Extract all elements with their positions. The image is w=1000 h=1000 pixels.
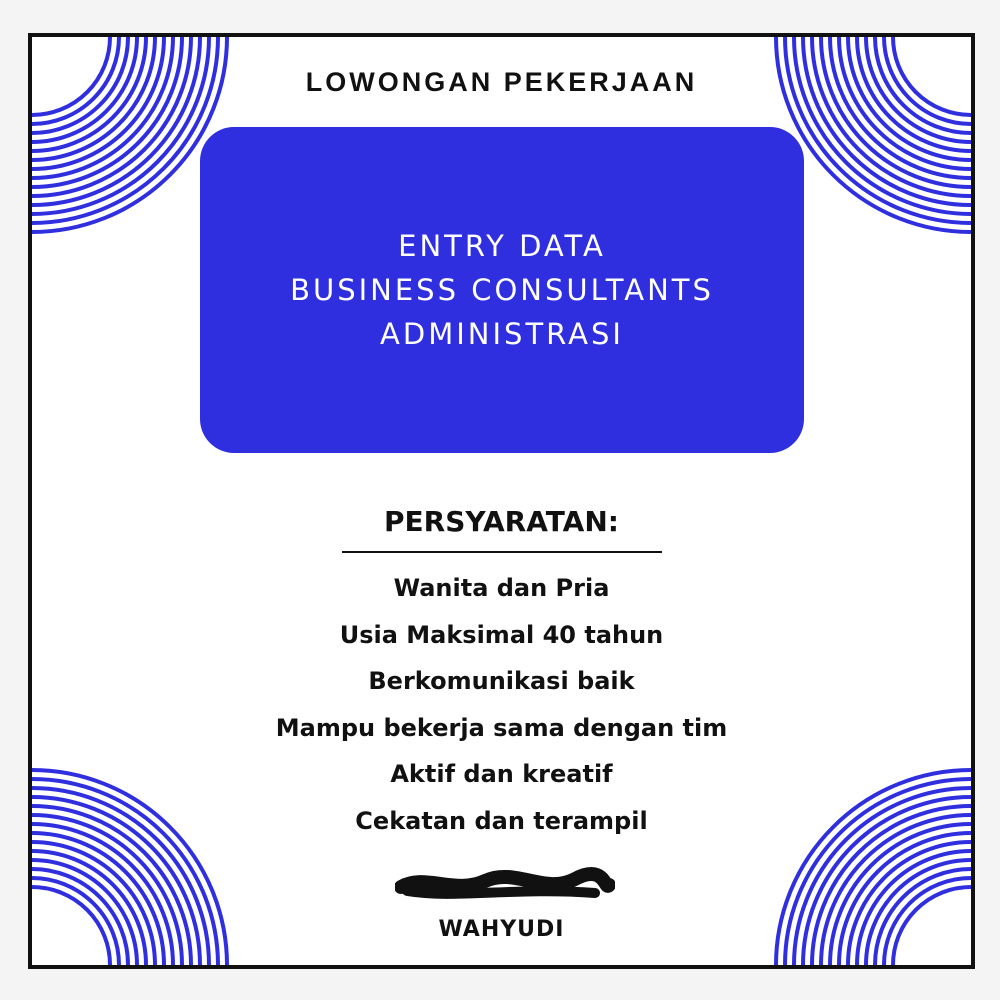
requirement-item: Aktif dan kreatif <box>390 760 613 788</box>
corner-arc <box>857 851 971 965</box>
poster-frame <box>28 33 975 969</box>
signature-name: WAHYUDI <box>438 917 565 942</box>
position-business-consultants: BUSINESS CONSULTANTS <box>290 273 714 307</box>
corner-arc <box>32 37 209 214</box>
signature-scribble <box>395 865 615 905</box>
poster-title: LOWONGAN PEKERJAAN <box>305 67 698 97</box>
position-administrasi: ADMINISTRASI <box>380 317 624 351</box>
requirements-divider <box>342 551 662 553</box>
corner-arc <box>794 37 971 214</box>
requirement-item: Usia Maksimal 40 tahun <box>339 620 664 649</box>
corner-arc <box>866 860 971 965</box>
requirements-list <box>32 565 971 844</box>
corner-arc <box>32 860 137 965</box>
requirement-item: Wanita dan Pria <box>393 574 610 602</box>
corner-arc <box>32 851 146 965</box>
requirements-heading: PERSYARATAN: <box>384 505 619 538</box>
requirement-item: Mampu bekerja sama dengan tim <box>275 713 728 742</box>
requirement-item: Berkomunikasi baik <box>368 667 635 695</box>
positions-box <box>200 127 804 453</box>
position-entry-data: ENTRY DATA <box>398 229 606 263</box>
requirement-item: Cekatan dan terampil <box>355 806 648 835</box>
